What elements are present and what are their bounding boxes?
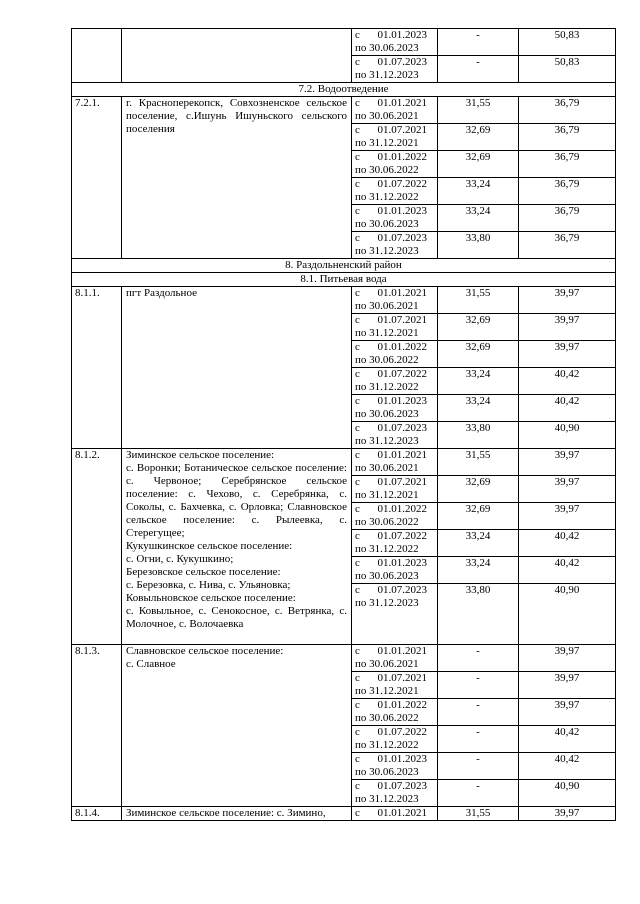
period-to-word: по <box>355 739 370 751</box>
period-to-word: по <box>355 164 370 176</box>
period-start-line <box>355 807 427 820</box>
period-end-line <box>355 489 433 502</box>
period-end-line <box>355 408 433 421</box>
period-start-line <box>355 368 427 381</box>
period-end-line <box>355 793 433 806</box>
tariff-value-2: 39,97 <box>519 503 616 530</box>
period-cell <box>352 753 438 780</box>
period-start-line <box>355 699 427 712</box>
tariff-value-1: 31,55 <box>438 97 519 124</box>
tariff-value-1: - <box>438 726 519 753</box>
tariff-value-2: 36,79 <box>519 124 616 151</box>
period-end-date: 30.06.2022 <box>369 164 419 176</box>
period-start-line <box>355 530 427 543</box>
tariff-value-2: 36,79 <box>519 151 616 178</box>
period-end-line <box>355 69 433 82</box>
tariff-value-1: 32,69 <box>438 476 519 503</box>
locality-text: Ковыльновское сельское поселение: <box>126 592 296 604</box>
period-to-word: по <box>355 489 370 501</box>
period-start-date: 01.07.2023 <box>377 780 427 792</box>
period-to-word: по <box>355 435 370 447</box>
period-to-word: по <box>355 327 370 339</box>
period-end-date: 30.06.2022 <box>369 516 419 528</box>
period-end-date: 31.12.2023 <box>369 597 419 609</box>
tariff-value-1: 33,24 <box>438 395 519 422</box>
period-start-date: 01.07.2022 <box>377 368 427 380</box>
period-cell <box>352 124 438 151</box>
tariff-value-1: - <box>438 699 519 726</box>
period-cell <box>352 232 438 259</box>
tariff-value-2: 39,97 <box>519 314 616 341</box>
period-cell <box>352 672 438 699</box>
item-number: 8.1.4. <box>72 807 122 821</box>
period-to-word: по <box>355 516 370 528</box>
tariff-value-2: 40,90 <box>519 584 616 645</box>
tariff-value-1: 32,69 <box>438 151 519 178</box>
period-end-date: 31.12.2023 <box>369 69 419 81</box>
section-header-row <box>72 83 616 97</box>
period-from-word: с <box>355 503 360 515</box>
period-cell <box>352 503 438 530</box>
period-start-line <box>355 503 427 516</box>
tariff-value-1: 31,55 <box>438 287 519 314</box>
period-end-line <box>355 516 433 529</box>
tariff-value-1: - <box>438 672 519 699</box>
section-header: 7.2. Водоотведение <box>72 83 616 97</box>
locality-text: с. Ковыльное, с. Сенокосное, с. Ветрянка, с. Молочное, с. Волочаевка <box>126 605 347 630</box>
tariff-value-2: 40,90 <box>519 422 616 449</box>
period-start-date: 01.07.2023 <box>377 232 427 244</box>
tariff-value-2: 36,79 <box>519 178 616 205</box>
period-from-word: с <box>355 726 360 738</box>
period-start-date: 01.01.2023 <box>377 29 427 41</box>
period-from-word: с <box>355 314 360 326</box>
tariff-value-1: - <box>438 29 519 56</box>
period-cell <box>352 726 438 753</box>
period-start-date: 01.07.2023 <box>377 56 427 68</box>
period-from-word: с <box>355 124 360 136</box>
period-end-date: 31.12.2023 <box>369 245 419 257</box>
period-from-word: с <box>355 753 360 765</box>
period-start-date: 01.07.2022 <box>377 530 427 542</box>
period-start-date: 01.01.2021 <box>377 449 427 461</box>
period-start-date: 01.01.2022 <box>377 503 427 515</box>
tariff-table <box>71 28 616 821</box>
tariff-value-2: 39,97 <box>519 341 616 368</box>
period-start-line <box>355 753 427 766</box>
period-start-line <box>355 314 427 327</box>
locality-text: Зиминское сельское поселение: <box>126 449 275 461</box>
locality-text: с. Славное <box>126 658 176 670</box>
period-start-line <box>355 124 427 137</box>
period-cell <box>352 368 438 395</box>
period-end-date: 30.06.2023 <box>369 766 419 778</box>
period-end-line <box>355 300 433 313</box>
period-to-word: по <box>355 766 370 778</box>
locality-text: Кукушкинское сельское поселение: <box>126 540 293 552</box>
period-end-date: 31.12.2022 <box>369 739 419 751</box>
tariff-value-2: 39,97 <box>519 645 616 672</box>
period-cell <box>352 699 438 726</box>
period-to-word: по <box>355 658 370 670</box>
period-cell <box>352 645 438 672</box>
period-start-line <box>355 449 427 462</box>
tariff-value-2: 40,42 <box>519 726 616 753</box>
period-end-date: 30.06.2022 <box>369 712 419 724</box>
period-end-line <box>355 712 433 725</box>
period-cell <box>352 780 438 807</box>
period-from-word: с <box>355 449 360 461</box>
tariff-value-1: 33,24 <box>438 178 519 205</box>
tariff-value-2: 40,42 <box>519 557 616 584</box>
period-to-word: по <box>355 793 370 805</box>
tariff-value-2: 39,97 <box>519 287 616 314</box>
item-number: 8.1.2. <box>72 449 122 645</box>
period-end-line <box>355 435 433 448</box>
period-start-date: 01.01.2021 <box>377 97 427 109</box>
period-end-date: 31.12.2022 <box>369 381 419 393</box>
period-cell <box>352 314 438 341</box>
period-start-line <box>355 584 427 597</box>
period-start-line <box>355 178 427 191</box>
period-from-word: с <box>355 287 360 299</box>
locality-cell <box>122 449 352 645</box>
period-cell <box>352 29 438 56</box>
period-start-date: 01.07.2023 <box>377 584 427 596</box>
table-row <box>72 645 616 672</box>
period-end-line <box>355 164 433 177</box>
period-cell <box>352 395 438 422</box>
period-start-line <box>355 205 427 218</box>
period-from-word: с <box>355 395 360 407</box>
period-from-word: с <box>355 476 360 488</box>
tariff-value-1: 33,80 <box>438 232 519 259</box>
locality-text: Зиминское сельское поселение: с. Зимино, <box>126 807 326 819</box>
table-row <box>72 287 616 314</box>
period-to-word: по <box>355 69 370 81</box>
tariff-value-1: - <box>438 780 519 807</box>
item-number: 8.1.3. <box>72 645 122 807</box>
period-start-line <box>355 476 427 489</box>
period-to-word: по <box>355 191 370 203</box>
tariff-value-2: 36,79 <box>519 205 616 232</box>
period-cell <box>352 476 438 503</box>
period-start-line <box>355 29 427 42</box>
tariff-value-1: 32,69 <box>438 124 519 151</box>
period-end-date: 31.12.2021 <box>369 327 419 339</box>
tariff-value-2: 50,83 <box>519 56 616 83</box>
period-to-word: по <box>355 300 370 312</box>
period-from-word: с <box>355 699 360 711</box>
locality-cell <box>122 645 352 807</box>
period-from-word: с <box>355 56 360 68</box>
period-end-line <box>355 543 433 556</box>
period-end-date: 30.06.2023 <box>369 408 419 420</box>
period-from-word: с <box>355 341 360 353</box>
period-start-date: 01.07.2022 <box>377 726 427 738</box>
period-end-line <box>355 191 433 204</box>
locality-text: Березовское сельское поселение: <box>126 566 281 578</box>
period-start-line <box>355 422 427 435</box>
period-end-date: 31.12.2021 <box>369 685 419 697</box>
period-start-date: 01.07.2021 <box>377 124 427 136</box>
period-end-date: 30.06.2021 <box>369 110 419 122</box>
table-row <box>72 807 616 821</box>
locality-text: с. Огни, с. Кукушкино; <box>126 553 234 565</box>
period-from-word: с <box>355 530 360 542</box>
period-end-line <box>355 685 433 698</box>
period-cell <box>352 449 438 476</box>
period-from-word: с <box>355 205 360 217</box>
locality-text: с. Воронки; Ботаническое сельское поселение: с. Червоное; Серебрянское сельское поселение: с. Чехово, с. Серебрянка, с. Соколы, с. Бахчевка, с. Орловка; Славновское сельское поселение: с. Рылеевка, с. Стерегущее; <box>126 462 347 539</box>
period-to-word: по <box>355 42 370 54</box>
table-row <box>72 449 616 476</box>
tariff-value-1: 31,55 <box>438 807 519 821</box>
tariff-value-2: 39,97 <box>519 672 616 699</box>
period-start-line <box>355 780 427 793</box>
table-row <box>72 97 616 124</box>
period-end-date: 31.12.2022 <box>369 191 419 203</box>
section-header: 8.1. Питьевая вода <box>72 273 616 287</box>
period-from-word: с <box>355 232 360 244</box>
period-from-word: с <box>355 422 360 434</box>
period-cell <box>352 557 438 584</box>
period-end-line <box>355 381 433 394</box>
tariff-value-1: 33,24 <box>438 557 519 584</box>
tariff-table-body <box>72 29 616 821</box>
table-row <box>72 29 616 56</box>
locality-text: г. Красноперекопск, Совхозненское сельское поселение, с.Ишунь Ишуньского сельского поселения <box>126 97 347 135</box>
period-start-date: 01.01.2023 <box>377 753 427 765</box>
period-end-line <box>355 354 433 367</box>
period-cell <box>352 530 438 557</box>
period-start-line <box>355 341 427 354</box>
period-end-line <box>355 245 433 258</box>
locality-text: Славновское сельское поселение: <box>126 645 284 657</box>
period-end-date: 31.12.2023 <box>369 435 419 447</box>
period-end-line <box>355 110 433 123</box>
period-to-word: по <box>355 685 370 697</box>
period-to-word: по <box>355 543 370 555</box>
period-to-word: по <box>355 597 370 609</box>
period-end-date: 30.06.2023 <box>369 570 419 582</box>
tariff-value-1: 33,80 <box>438 422 519 449</box>
period-to-word: по <box>355 137 370 149</box>
tariff-value-2: 36,79 <box>519 232 616 259</box>
period-cell <box>352 178 438 205</box>
period-end-date: 30.06.2021 <box>369 462 419 474</box>
section-header-row <box>72 273 616 287</box>
item-number <box>72 29 122 83</box>
period-from-word: с <box>355 178 360 190</box>
period-to-word: по <box>355 381 370 393</box>
period-to-word: по <box>355 110 370 122</box>
period-end-line <box>355 327 433 340</box>
period-start-line <box>355 232 427 245</box>
locality-cell <box>122 287 352 449</box>
period-start-date: 01.07.2021 <box>377 476 427 488</box>
tariff-value-2: 36,79 <box>519 97 616 124</box>
tariff-value-1: - <box>438 56 519 83</box>
period-cell <box>352 56 438 83</box>
period-to-word: по <box>355 408 370 420</box>
period-cell <box>352 584 438 645</box>
period-start-date: 01.01.2022 <box>377 151 427 163</box>
period-to-word: по <box>355 245 370 257</box>
period-from-word: с <box>355 557 360 569</box>
period-end-date: 30.06.2021 <box>369 300 419 312</box>
period-cell <box>352 422 438 449</box>
period-start-date: 01.01.2021 <box>377 645 427 657</box>
locality-text: пгт Раздольное <box>126 287 197 299</box>
period-start-line <box>355 395 427 408</box>
tariff-value-2: 39,97 <box>519 807 616 821</box>
tariff-value-1: 33,24 <box>438 368 519 395</box>
period-end-date: 30.06.2023 <box>369 42 419 54</box>
period-from-word: с <box>355 29 360 41</box>
tariff-value-2: 40,42 <box>519 753 616 780</box>
period-end-date: 31.12.2022 <box>369 543 419 555</box>
period-from-word: с <box>355 151 360 163</box>
period-end-line <box>355 766 433 779</box>
period-end-date: 30.06.2022 <box>369 354 419 366</box>
locality-cell <box>122 97 352 259</box>
period-start-line <box>355 672 427 685</box>
period-to-word: по <box>355 218 370 230</box>
period-cell <box>352 287 438 314</box>
period-end-date: 31.12.2021 <box>369 489 419 501</box>
period-cell <box>352 341 438 368</box>
period-end-line <box>355 42 433 55</box>
tariff-value-2: 40,42 <box>519 368 616 395</box>
period-start-line <box>355 645 427 658</box>
period-to-word: по <box>355 462 370 474</box>
period-from-word: с <box>355 645 360 657</box>
section-header-row <box>72 259 616 273</box>
period-start-date: 01.01.2023 <box>377 395 427 407</box>
tariff-value-2: 50,83 <box>519 29 616 56</box>
period-start-line <box>355 56 427 69</box>
item-number: 7.2.1. <box>72 97 122 259</box>
period-end-date: 30.06.2021 <box>369 658 419 670</box>
period-end-line <box>355 137 433 150</box>
period-start-line <box>355 97 427 110</box>
period-to-word: по <box>355 712 370 724</box>
period-cell <box>352 807 438 821</box>
period-start-date: 01.07.2022 <box>377 178 427 190</box>
locality-text: с. Березовка, с. Нива, с. Ульяновка; <box>126 579 291 591</box>
tariff-value-1: 33,24 <box>438 205 519 232</box>
period-cell <box>352 97 438 124</box>
period-to-word: по <box>355 354 370 366</box>
period-start-date: 01.01.2022 <box>377 699 427 711</box>
tariff-value-1: 32,69 <box>438 314 519 341</box>
period-from-word: с <box>355 97 360 109</box>
period-from-word: с <box>355 807 360 819</box>
locality-cell <box>122 807 352 821</box>
period-start-date: 01.07.2021 <box>377 314 427 326</box>
tariff-value-1: 32,69 <box>438 503 519 530</box>
period-end-line <box>355 218 433 231</box>
tariff-value-1: - <box>438 753 519 780</box>
period-start-date: 01.01.2023 <box>377 557 427 569</box>
tariff-value-2: 39,97 <box>519 476 616 503</box>
period-start-line <box>355 287 427 300</box>
period-to-word: по <box>355 570 370 582</box>
period-start-line <box>355 557 427 570</box>
period-from-word: с <box>355 780 360 792</box>
period-start-date: 01.01.2021 <box>377 287 427 299</box>
tariff-value-1: 33,24 <box>438 530 519 557</box>
period-cell <box>352 151 438 178</box>
period-from-word: с <box>355 672 360 684</box>
period-start-date: 01.07.2023 <box>377 422 427 434</box>
period-start-line <box>355 726 427 739</box>
period-start-date: 01.01.2022 <box>377 341 427 353</box>
period-end-line <box>355 597 433 610</box>
period-from-word: с <box>355 368 360 380</box>
period-start-line <box>355 151 427 164</box>
period-start-date: 01.01.2021 <box>377 807 427 819</box>
period-cell <box>352 205 438 232</box>
period-from-word: с <box>355 584 360 596</box>
tariff-value-2: 39,97 <box>519 699 616 726</box>
period-end-line <box>355 570 433 583</box>
tariff-value-1: - <box>438 645 519 672</box>
tariff-value-2: 40,90 <box>519 780 616 807</box>
tariff-value-1: 33,80 <box>438 584 519 645</box>
locality-cell <box>122 29 352 83</box>
tariff-value-2: 39,97 <box>519 449 616 476</box>
tariff-value-2: 40,42 <box>519 530 616 557</box>
period-end-line <box>355 658 433 671</box>
period-end-line <box>355 462 433 475</box>
period-end-date: 31.12.2021 <box>369 137 419 149</box>
item-number: 8.1.1. <box>72 287 122 449</box>
tariff-value-1: 31,55 <box>438 449 519 476</box>
section-header: 8. Раздольненский район <box>72 259 616 273</box>
period-end-line <box>355 739 433 752</box>
period-start-date: 01.07.2021 <box>377 672 427 684</box>
tariff-value-2: 40,42 <box>519 395 616 422</box>
tariff-value-1: 32,69 <box>438 341 519 368</box>
period-start-date: 01.01.2023 <box>377 205 427 217</box>
period-end-date: 30.06.2023 <box>369 218 419 230</box>
period-end-date: 31.12.2023 <box>369 793 419 805</box>
